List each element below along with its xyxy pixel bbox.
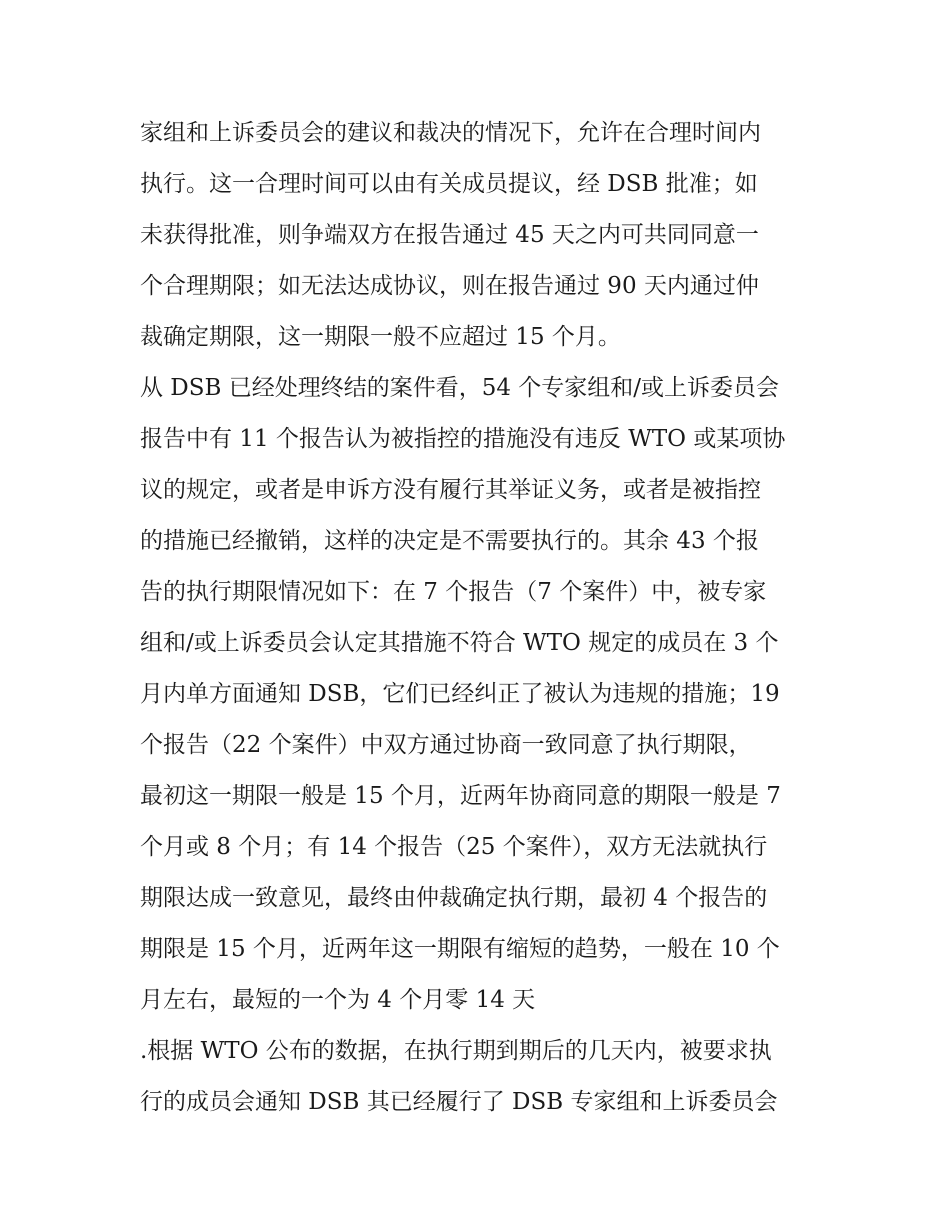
text-line-20: 行的成员会通知 DSB 其已经履行了 DSB 专家组和上诉委员会 xyxy=(140,1089,778,1115)
text-line-6: 从 DSB 已经处理终结的案件看，54 个专家组和/或上诉委员会 xyxy=(140,375,780,401)
text-line-19: .根据 WTO 公布的数据，在执行期到期后的几天内，被要求执 xyxy=(140,1038,772,1064)
text-line-3: 未获得批准，则争端双方在报告通过 45 天之内可共同同意一 xyxy=(140,222,759,248)
text-line-1: 家组和上诉委员会的建议和裁决的情况下，允许在合理时间内 xyxy=(140,120,761,146)
body-text xyxy=(140,108,820,1128)
text-line-15: 个月或 8 个月；有 14 个报告（25 个案件），双方无法就执行 xyxy=(140,834,768,860)
text-line-13: 个报告（22 个案件）中双方通过协商一致同意了执行期限， xyxy=(140,732,752,758)
text-line-2: 执行。这一合理时间可以由有关成员提议，经 DSB 批准；如 xyxy=(140,171,758,197)
text-line-16: 期限达成一致意见，最终由仲裁确定执行期，最初 4 个报告的 xyxy=(140,885,768,911)
text-line-8: 议的规定，或者是申诉方没有履行其举证义务，或者是被指控 xyxy=(140,477,761,503)
text-line-9: 的措施已经撤销，这样的决定是不需要执行的。其余 43 个报 xyxy=(140,528,759,554)
text-line-10: 告的执行期限情况如下：在 7 个报告（7 个案件）中，被专家 xyxy=(140,579,767,605)
text-line-5: 裁确定期限，这一期限一般不应超过 15 个月。 xyxy=(140,324,621,350)
text-line-7: 报告中有 11 个报告认为被指控的措施没有违反 WTO 或某项协 xyxy=(140,426,786,452)
text-line-12: 月内单方面通知 DSB，它们已经纠正了被认为违规的措施；19 xyxy=(140,681,780,707)
text-line-4: 个合理期限；如无法达成协议，则在报告通过 90 天内通过仲 xyxy=(140,273,759,299)
text-line-17: 期限是 15 个月，近两年这一期限有缩短的趋势，一般在 10 个 xyxy=(140,936,780,962)
text-line-18: 月左右，最短的一个为 4 个月零 14 天 xyxy=(140,987,536,1013)
text-line-11: 组和/或上诉委员会认定其措施不符合 WTO 规定的成员在 3 个 xyxy=(140,630,779,656)
text-line-14: 最初这一期限一般是 15 个月，近两年协商同意的期限一般是 7 xyxy=(140,783,781,809)
